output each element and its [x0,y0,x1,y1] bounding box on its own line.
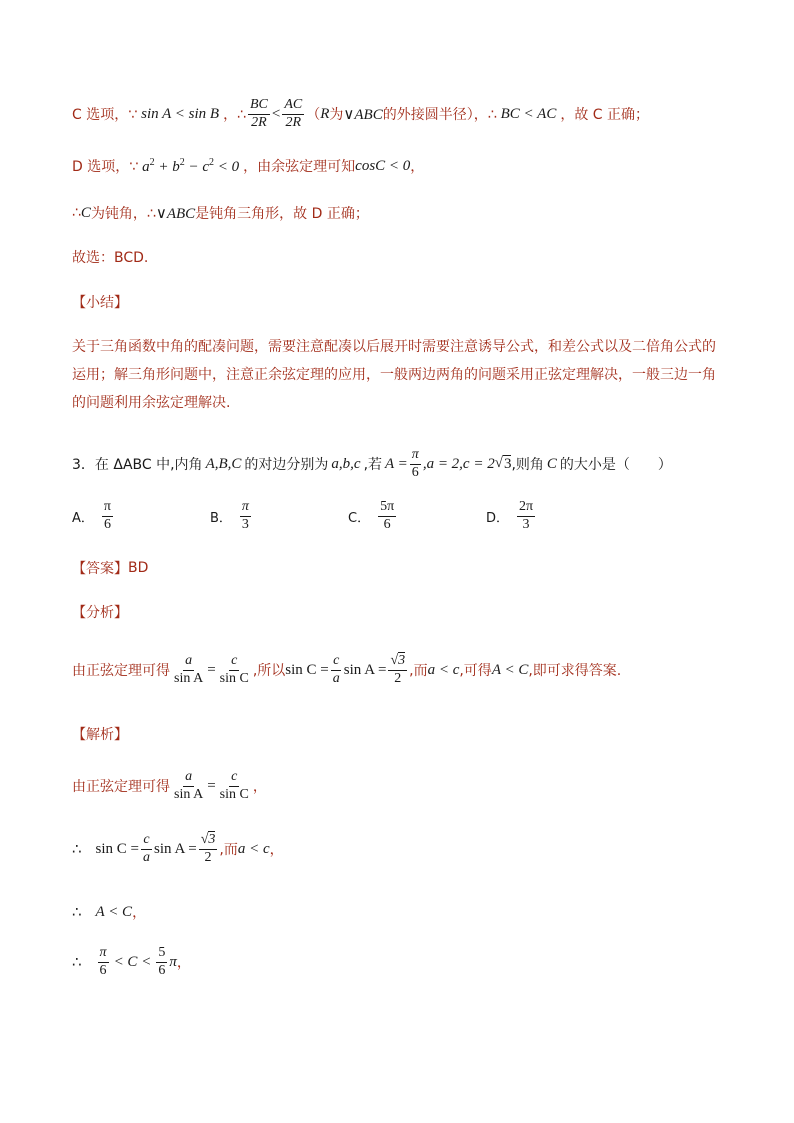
option-c-reasoning [72,98,649,130]
text: 在 ΔABC 中,内角 [94,457,203,474]
radicand: 3 [503,456,512,473]
frac-den: 6 [99,962,107,978]
math-expr: a < c [427,661,460,678]
fraction [240,500,251,532]
fraction [98,946,109,978]
frac-num: a [183,654,194,671]
math-op: < [271,105,281,122]
math-expr: sin C = [95,840,140,857]
text: ,即可求得答案. [528,663,622,680]
text: ，∴ [223,107,246,124]
frac-num: c [229,654,239,671]
solution-step-4 [72,946,191,978]
therefore-symbol: ∴ [72,903,82,921]
option-label: A． [72,510,94,526]
math-expr: sin C = [285,661,329,678]
question-number: 3． [72,457,95,474]
frac-num: a [183,770,194,787]
text: ,所以 [252,663,286,680]
text: ， [132,905,147,921]
fraction [410,448,421,480]
fraction [282,98,304,130]
text: （ [306,107,321,124]
obtuse-conclusion [72,203,369,223]
frac-num: π [98,946,109,963]
fraction [517,500,535,532]
frac-num: 5 [156,946,167,963]
text: ， [410,159,425,175]
question-3 [72,448,672,480]
text: 为钝角，∴ [90,206,156,222]
frac-den: a [332,670,340,686]
math-op: = [207,777,216,794]
math-op: = [207,661,216,678]
text: ,可得 [459,663,492,680]
radicand: 3 [398,653,406,668]
solution-step-3 [72,902,146,922]
math-sides: a,b,c [331,455,361,472]
option-b[interactable] [210,500,253,532]
frac-den: sin C [219,670,249,686]
math-expr: a < c [237,840,270,857]
frac-den: 3 [522,516,530,532]
frac-num: c [229,770,239,787]
text: ， [176,955,191,972]
frac-num: π [410,448,421,465]
text: D 选项，∵ [72,159,139,175]
option-a[interactable] [72,500,115,532]
frac-num: AC [282,98,304,115]
text: ，故 C 正确； [560,107,650,124]
text: 由正弦定理可得 [72,663,170,680]
solution-step-2 [72,833,284,865]
text: ,而 [409,663,428,680]
math-concl: cosC < 0 [355,157,411,174]
math-var: C [80,204,91,221]
fraction [102,500,113,532]
text: 的外接圆半径），∴ [382,107,497,124]
math-cond: ,a = 2,c = 2 [422,455,495,472]
text: 的大小是（ ） [559,457,672,474]
answer-value: BD [128,560,149,576]
solution-heading: 【解析】 [72,727,128,743]
text: ， [269,842,284,859]
fraction [156,946,167,978]
text: 由正弦定理可得 [72,779,170,796]
math-concl: BC < AC [500,105,557,122]
frac-num: 2π [517,500,535,517]
therefore-symbol: ∴ [72,840,82,859]
frac-den: 6 [158,962,166,978]
math-expr: $a^2 + b^2 - c^2 < 0$ [142,156,240,175]
frac-num: π [240,500,251,517]
text: 为 [329,107,344,124]
text: ,若 [363,457,383,474]
math-pi: π [169,953,177,970]
therefore-symbol: ∴ [72,953,82,972]
text: 的对边分别为 [244,457,329,474]
math-var: R [320,105,330,122]
frac-num: c [331,654,341,671]
fraction [172,654,205,686]
summary-heading: 【小结】 [72,295,128,311]
frac-den: sin A [174,670,204,686]
option-d[interactable] [486,500,537,532]
frac-den: sin C [219,786,249,802]
frac-den: 6 [103,516,111,532]
answer-line [72,558,148,578]
option-label: D． [486,510,510,526]
frac-den: 2R [251,114,267,130]
frac-num: π [102,500,113,517]
frac-den: sin A [174,786,204,802]
option-d-reasoning [72,156,424,176]
analysis-text [72,654,621,686]
math-triangle: ∨ABC [155,205,196,222]
math-expr: sin A = [154,840,197,857]
option-label: B． [210,510,232,526]
frac-den: 6 [411,464,419,480]
fraction [378,500,396,532]
summary-text: 关于三角函数中角的配凑问题，需要注意配凑以后展开时需要注意诱导公式，和差公式以及二倍角公式的运用；解三角形问题中，注意正余弦定理的应用，一般两边两角的问题采用正弦定理解决，一般三边一角的问题利用余弦定理解决. [72,339,716,411]
text: 是钝角三角形，故 D 正确； [195,206,369,222]
math-cond: A = [385,455,408,472]
math-expr: A < C [491,661,529,678]
math-triangle: ∨ABC [343,106,383,123]
fraction [172,770,205,802]
text: ，由余弦定理可知 [243,159,356,175]
therefore-symbol: ∴ [72,205,81,221]
math-expr: < C < [113,953,152,970]
option-c[interactable] [348,500,398,532]
fraction [331,654,342,686]
text: ,而 [219,842,238,859]
text: ， [252,779,267,796]
fraction: $\frac{√3}{2}$ [200,832,216,865]
frac-den: 2R [285,114,302,130]
fraction [218,770,251,802]
math-expr: sin A = [343,661,387,678]
math-var: C [546,455,557,472]
frac-den: 2 [204,849,212,865]
math-angles: A,B,C [205,455,242,472]
option-label: C． [348,510,371,526]
fraction [248,98,270,130]
frac-den: 6 [383,516,391,532]
analysis-heading: 【分析】 [72,605,128,621]
radicand: 3 [208,832,216,847]
text: C 选项，∵ [72,107,138,124]
previous-answer: 故选：BCD. [72,250,149,266]
solution-step-1 [72,770,267,802]
frac-num: 5π [378,500,396,517]
math-cond: sin A < sin B [141,105,220,122]
frac-num: BC [248,98,270,115]
frac-den: 2 [394,670,402,686]
math-expr: A < C [95,903,133,920]
answer-heading: 【答案】 [72,561,128,577]
fraction [141,833,152,865]
frac-num: c [141,833,151,850]
text: ,则角 [511,457,544,474]
frac-den: 3 [241,516,249,532]
frac-den: a [143,849,151,865]
sqrt: √ 3 [494,455,512,473]
fraction: $\frac{√3}{2}$ [390,653,406,686]
fraction [218,654,251,686]
